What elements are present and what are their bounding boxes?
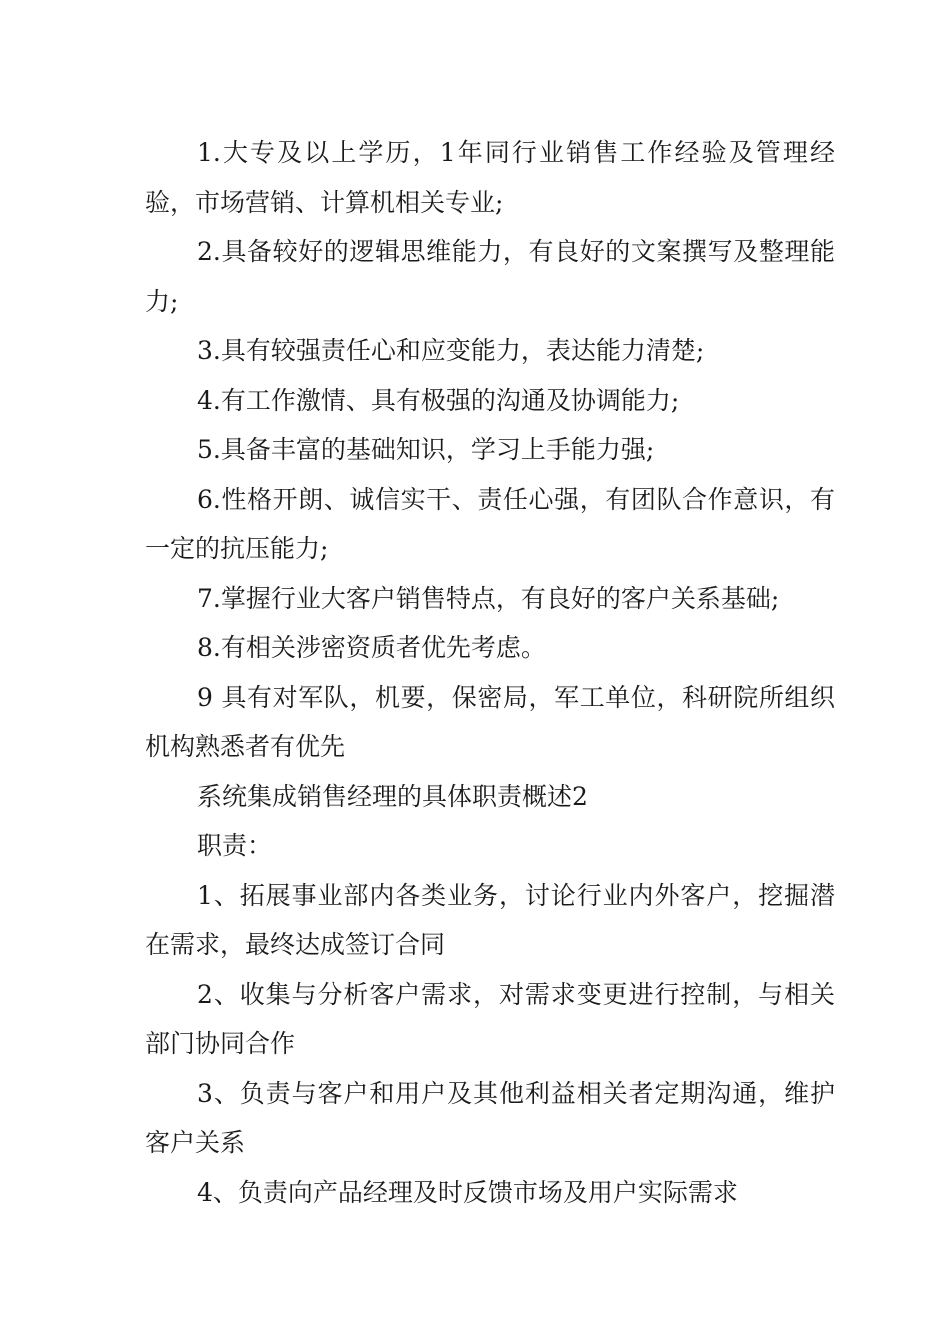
paragraph-req-5: 5.具备丰富的基础知识，学习上手能力强; [197,435,655,464]
paragraph-req-3: 3.具有较强责任心和应变能力，表达能力清楚; [197,336,705,365]
paragraph-req-9: 9 具有对军队，机要，保密局，军工单位，科研院所组织机构熟悉者有优先 [145,682,835,761]
section-heading: 系统集成销售经理的具体职责概述2 [197,781,588,811]
paragraph-req-1: 1.大专及以上学历，1年同行业销售工作经验及管理经验，市场营销、计算机相关专业; [145,138,835,217]
paragraph-duty-1: 1、拓展事业部内各类业务，讨论行业内外客户，挖掘潜在需求，最终达成签订合同 [145,880,835,959]
paragraph-req-4: 4.有工作激情、具有极强的沟通及协调能力; [197,385,680,415]
paragraph-duty-3: 3、负责与客户和用户及其他利益相关者定期沟通，维护客户关系 [145,1078,835,1157]
paragraph-req-2: 2.具备较好的逻辑思维能力，有良好的文案撰写及整理能力; [145,237,835,316]
paragraph-req-7: 7.掌握行业大客户销售特点，有良好的客户关系基础; [197,583,780,613]
paragraph-duty-4: 4、负责向产品经理及时反馈市场及用户实际需求 [197,1177,738,1207]
paragraph-req-8: 8.有相关涉密资质者优先考虑。 [197,633,546,662]
duties-label: 职责： [197,831,273,860]
paragraph-duty-2: 2、收集与分析客户需求，对需求变更进行控制，与相关部门协同合作 [145,979,835,1058]
paragraph-req-6: 6.性格开朗、诚信实干、责任心强，有团队合作意识，有一定的抗压能力; [145,484,835,563]
document-body [145,128,835,1217]
